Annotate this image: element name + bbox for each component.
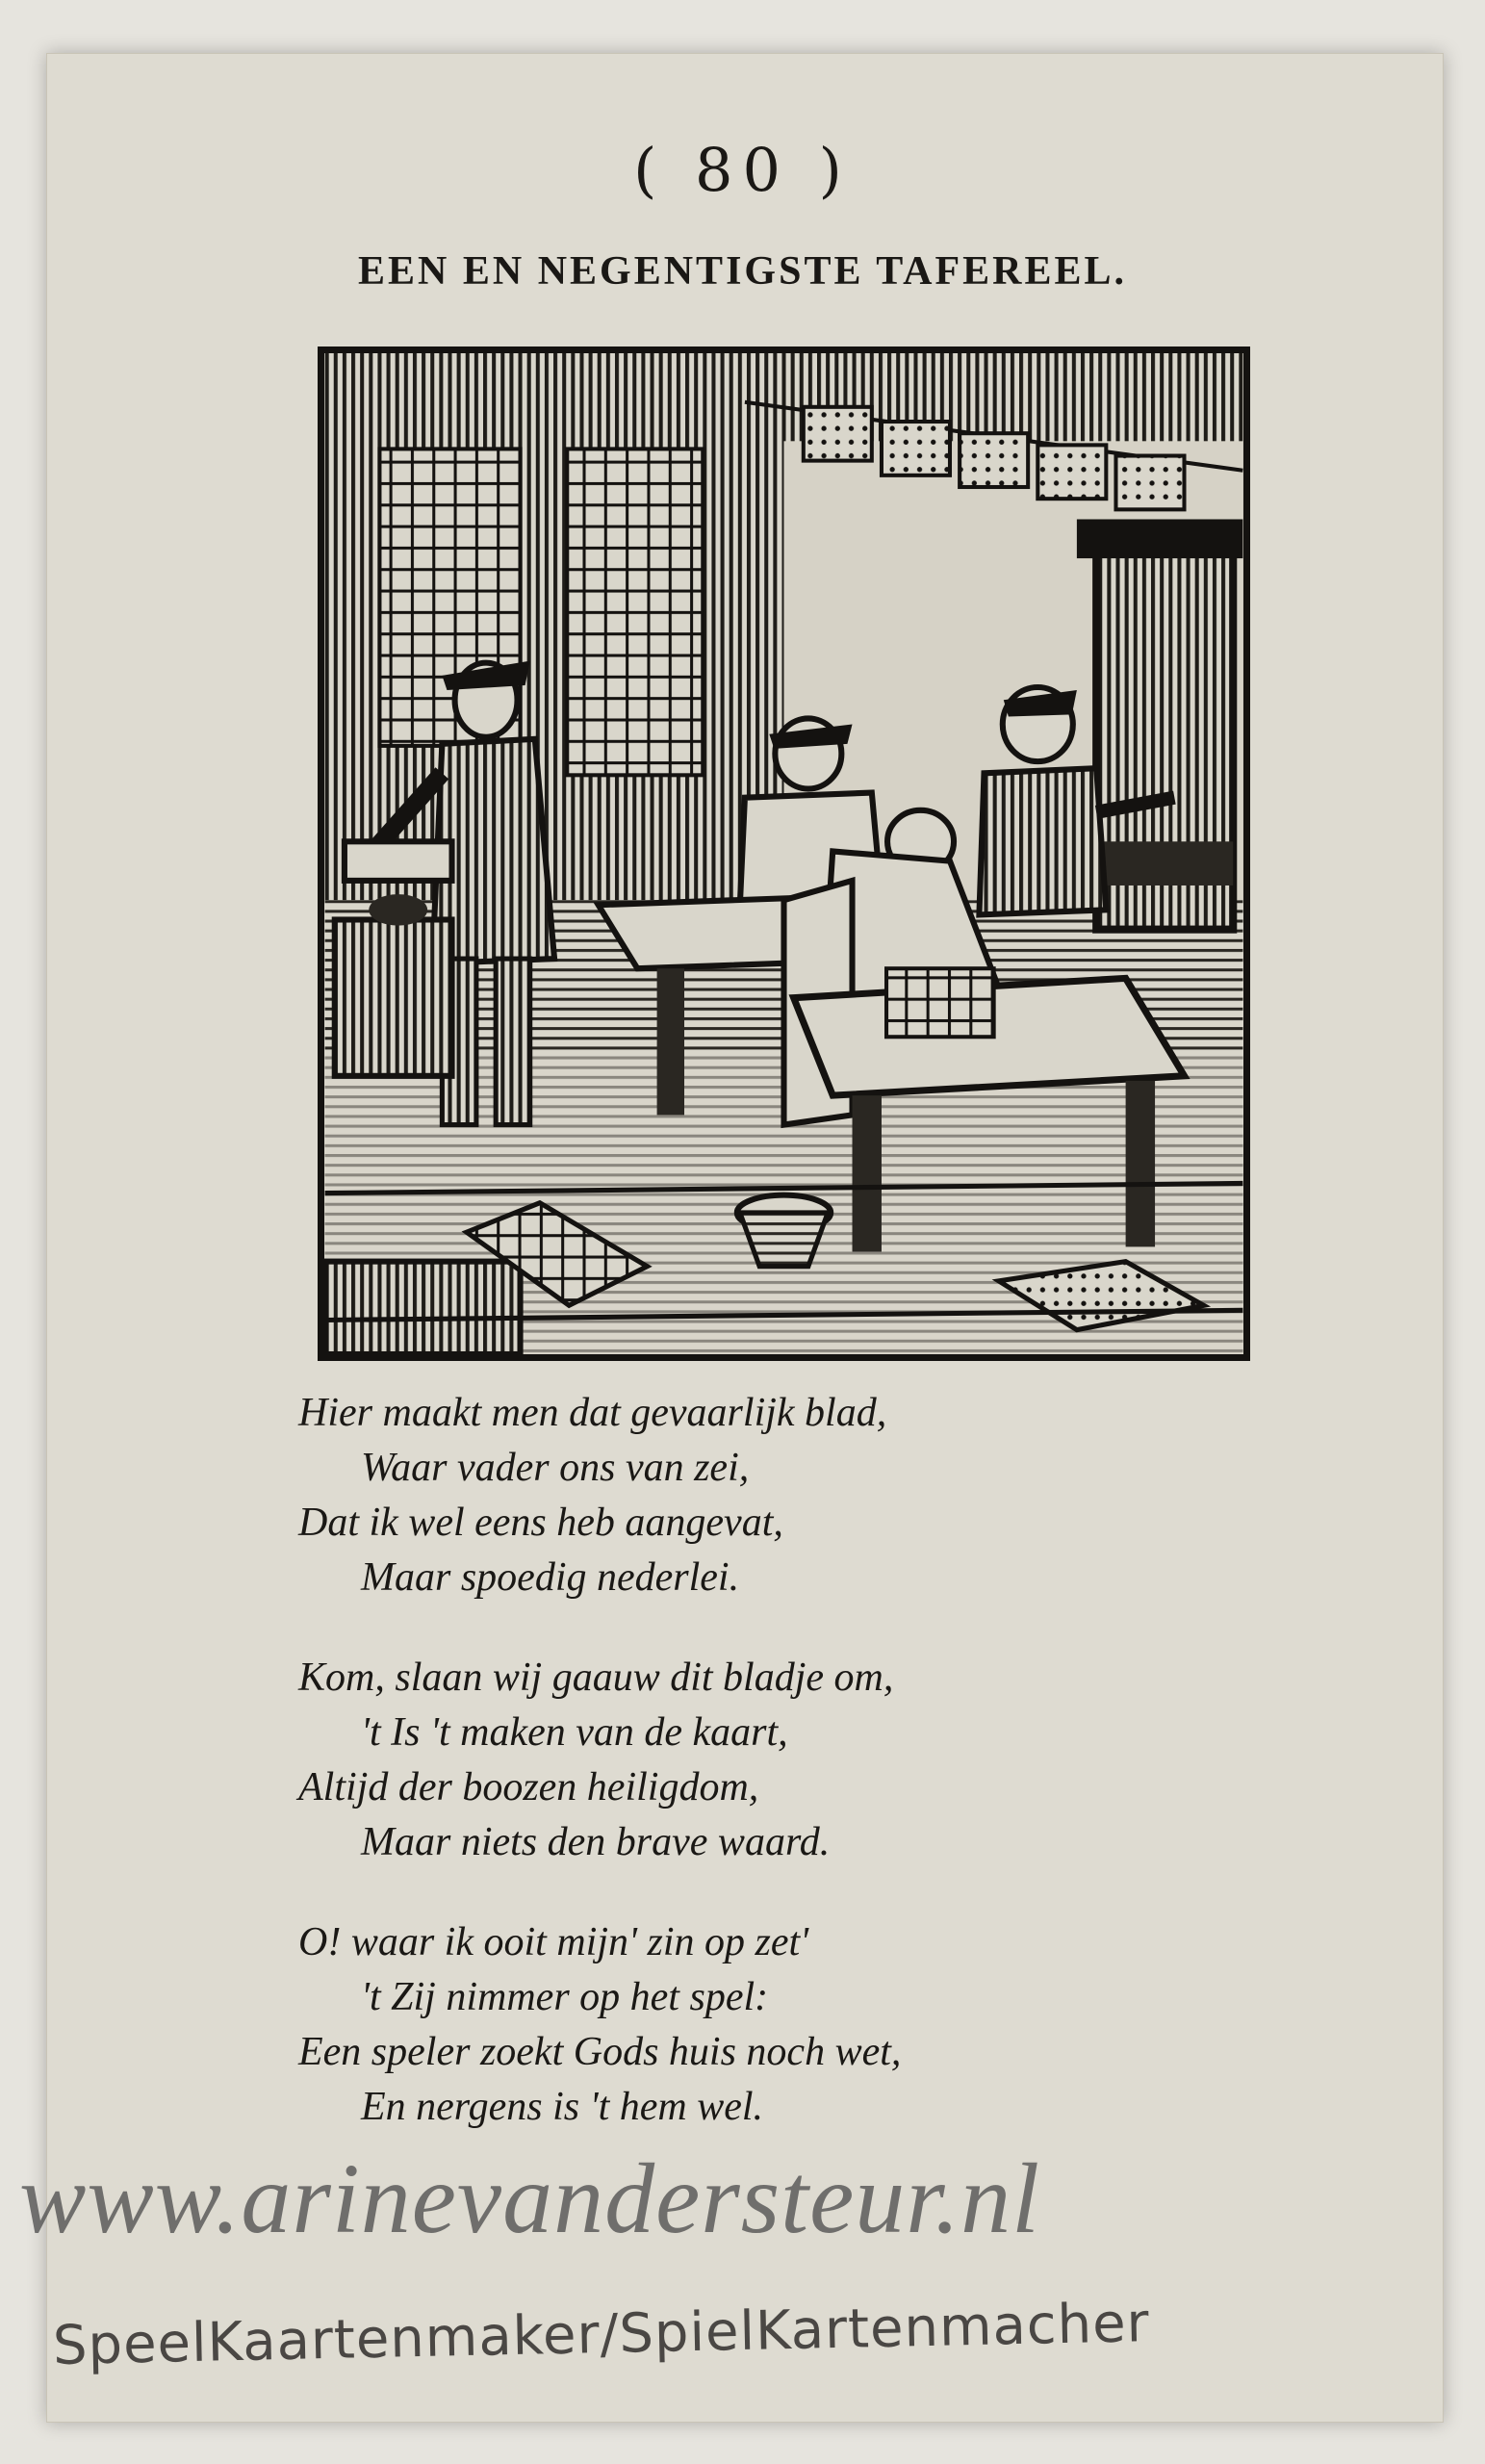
verse-line: En nergens is 't hem wel. [361,2085,764,2129]
verse-line: O! waar ik ooit mijn' zin op zet' [298,1920,809,1964]
verse-line: 't Zij nimmer op het spel: [361,1975,769,2019]
woodcut-illustration [318,346,1250,1361]
verse-line: Maar spoedig nederlei. [361,1555,740,1600]
verse-line: Waar vader ons van zei, [361,1446,750,1490]
verse-line: Kom, slaan wij gaauw dit bladje om, [298,1656,894,1700]
verse-line: 't Is 't maken van de kaart, [361,1710,788,1755]
watermark-url: www.arinevandersteur.nl [19,2143,1041,2254]
verse-line: Altijd der boozen heiligdom, [298,1765,759,1810]
verse-line: Maar niets den brave waard. [361,1820,831,1864]
verse-line: Een speler zoekt Gods huis noch wet, [298,2030,902,2074]
verse-line: Dat ik wel eens heb aangevat, [298,1501,783,1545]
page-number: ( 80 ) [633,135,852,205]
verse-stanza-3 [298,1915,1184,2135]
verse-stanza-2 [298,1651,1184,1870]
verse-stanza-1 [298,1386,1184,1605]
chapter-title: EEN EN NEGENTIGSTE TAFEREEL. [358,249,1127,294]
verse-line: Hier maakt men dat gevaarlijk blad, [298,1391,887,1435]
handwritten-note: SpeelKaartenmaker/SpielKartenmacher [52,2292,1151,2377]
